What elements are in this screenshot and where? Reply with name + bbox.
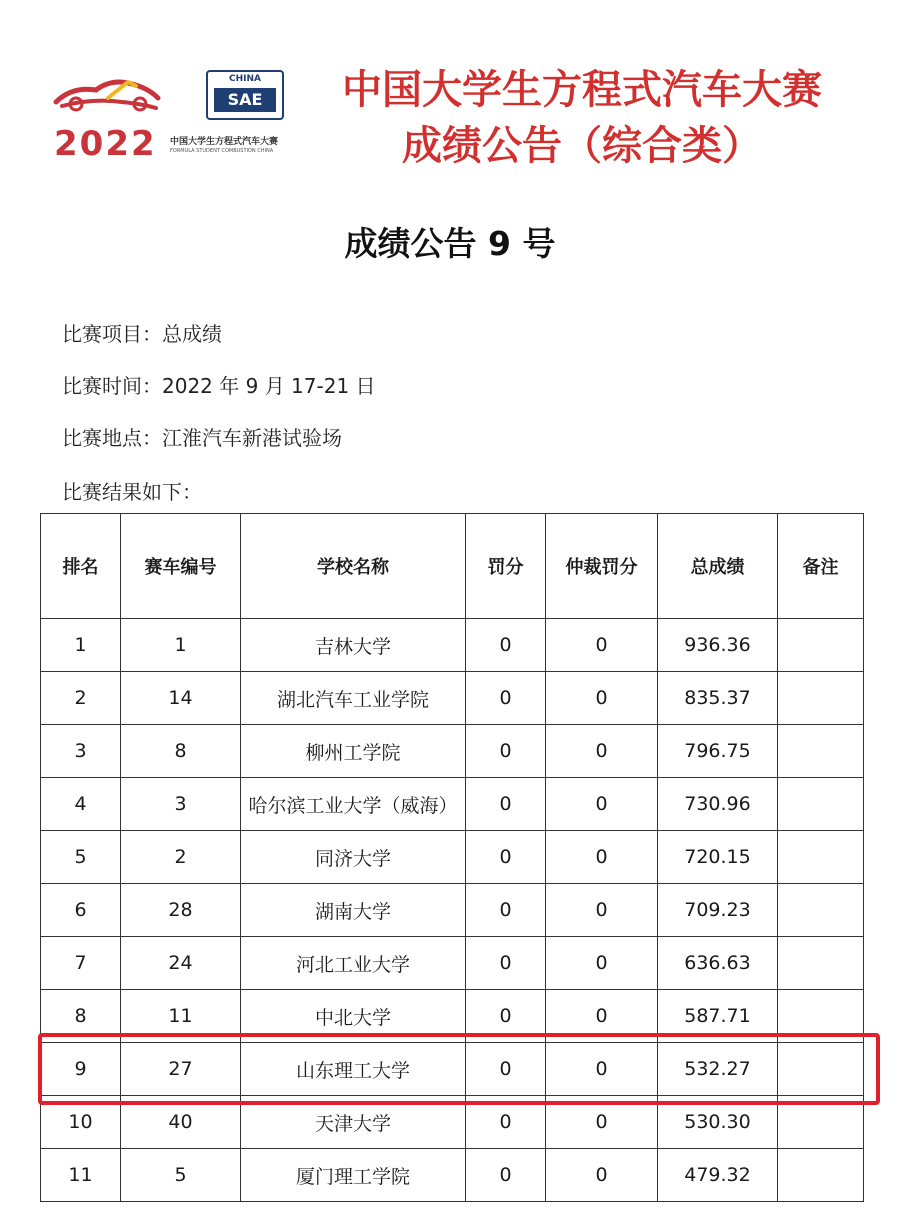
- event-info: 比赛项目：总成绩: [62, 322, 222, 346]
- cell-arbitration-penalty: 0: [546, 990, 658, 1043]
- cell-remarks: [778, 778, 864, 831]
- venue-info: 比赛地点：江淮汽车新港试验场: [62, 426, 342, 450]
- table-row: [41, 1096, 864, 1149]
- cell-car-number: 24: [121, 937, 241, 990]
- header-title-line2: 成绩公告（综合类）: [402, 123, 762, 169]
- cell-school-name: 中北大学: [241, 990, 466, 1043]
- cell-remarks: [778, 1043, 864, 1096]
- cell-total-score: 479.32: [658, 1149, 778, 1202]
- cell-remarks: [778, 1149, 864, 1202]
- table-row: [41, 1149, 864, 1202]
- cell-car-number: 2: [121, 831, 241, 884]
- table-row: [41, 778, 864, 831]
- cell-arbitration-penalty: 0: [546, 1149, 658, 1202]
- cell-remarks: [778, 884, 864, 937]
- cell-remarks: [778, 990, 864, 1043]
- cell-penalty: 0: [466, 990, 546, 1043]
- cell-car-number: 28: [121, 884, 241, 937]
- cell-car-number: 14: [121, 672, 241, 725]
- cell-arbitration-penalty: 0: [546, 672, 658, 725]
- cell-total-score: 936.36: [658, 619, 778, 672]
- cell-rank: 6: [41, 884, 121, 937]
- cell-penalty: 0: [466, 831, 546, 884]
- cell-penalty: 0: [466, 1043, 546, 1096]
- cell-school-name: 山东理工大学: [241, 1043, 466, 1096]
- cell-arbitration-penalty: 0: [546, 619, 658, 672]
- time-info: 比赛时间：2022 年 9 月 17-21 日: [62, 374, 376, 398]
- cell-total-score: 709.23: [658, 884, 778, 937]
- cell-rank: 2: [41, 672, 121, 725]
- cell-school-name: 湖北汽车工业学院: [241, 672, 466, 725]
- header-arbitration-penalty: 仲裁罚分: [546, 514, 658, 619]
- cell-school-name: 湖南大学: [241, 884, 466, 937]
- cell-arbitration-penalty: 0: [546, 884, 658, 937]
- sae-badge-country: CHINA: [229, 74, 261, 84]
- table-header-row: [41, 514, 864, 619]
- cell-rank: 1: [41, 619, 121, 672]
- cell-school-name: 吉林大学: [241, 619, 466, 672]
- cell-arbitration-penalty: 0: [546, 1043, 658, 1096]
- cell-school-name: 哈尔滨工业大学（威海）: [241, 778, 466, 831]
- table-row: [41, 619, 864, 672]
- table-row: [41, 990, 864, 1043]
- cell-car-number: 27: [121, 1043, 241, 1096]
- cell-rank: 8: [41, 990, 121, 1043]
- race-car-logo-icon: [52, 68, 162, 116]
- cell-car-number: 11: [121, 990, 241, 1043]
- cell-remarks: [778, 1096, 864, 1149]
- cell-car-number: 5: [121, 1149, 241, 1202]
- cell-remarks: [778, 672, 864, 725]
- header-school-name: 学校名称: [241, 514, 466, 619]
- cell-penalty: 0: [466, 884, 546, 937]
- logo-subtitle-en: FORMULA STUDENT COMBUSTION CHINA: [170, 148, 274, 154]
- cell-school-name: 同济大学: [241, 831, 466, 884]
- table-row: [41, 937, 864, 990]
- cell-rank: 10: [41, 1096, 121, 1149]
- cell-car-number: 1: [121, 619, 241, 672]
- cell-rank: 7: [41, 937, 121, 990]
- cell-car-number: 8: [121, 725, 241, 778]
- cell-penalty: 0: [466, 725, 546, 778]
- cell-rank: 5: [41, 831, 121, 884]
- cell-remarks: [778, 937, 864, 990]
- cell-school-name: 天津大学: [241, 1096, 466, 1149]
- cell-school-name: 河北工业大学: [241, 937, 466, 990]
- cell-penalty: 0: [466, 937, 546, 990]
- cell-car-number: 3: [121, 778, 241, 831]
- cell-arbitration-penalty: 0: [546, 831, 658, 884]
- cell-arbitration-penalty: 0: [546, 778, 658, 831]
- competition-logo: [52, 62, 312, 172]
- cell-total-score: 587.71: [658, 990, 778, 1043]
- cell-total-score: 530.30: [658, 1096, 778, 1149]
- china-sae-badge: [206, 70, 284, 120]
- table-row: [41, 884, 864, 937]
- header-title-line1: 中国大学生方程式汽车大赛: [342, 67, 822, 113]
- cell-total-score: 730.96: [658, 778, 778, 831]
- cell-penalty: 0: [466, 672, 546, 725]
- header-remarks: 备注: [778, 514, 864, 619]
- header-penalty: 罚分: [466, 514, 546, 619]
- cell-arbitration-penalty: 0: [546, 1096, 658, 1149]
- table-row: [41, 831, 864, 884]
- cell-remarks: [778, 619, 864, 672]
- cell-penalty: 0: [466, 619, 546, 672]
- header-title: [322, 62, 842, 174]
- table-row-highlighted: [41, 1043, 864, 1096]
- cell-total-score: 636.63: [658, 937, 778, 990]
- results-intro: 比赛结果如下：: [62, 480, 202, 504]
- cell-total-score: 796.75: [658, 725, 778, 778]
- table-row: [41, 725, 864, 778]
- cell-rank: 11: [41, 1149, 121, 1202]
- cell-car-number: 40: [121, 1096, 241, 1149]
- cell-rank: 9: [41, 1043, 121, 1096]
- cell-penalty: 0: [466, 1149, 546, 1202]
- cell-arbitration-penalty: 0: [546, 725, 658, 778]
- results-table: [40, 513, 864, 1202]
- cell-rank: 3: [41, 725, 121, 778]
- cell-total-score: 835.37: [658, 672, 778, 725]
- cell-total-score: 720.15: [658, 831, 778, 884]
- notice-title: 成绩公告 9 号: [344, 224, 556, 263]
- cell-remarks: [778, 725, 864, 778]
- cell-total-score: 532.27: [658, 1043, 778, 1096]
- cell-penalty: 0: [466, 778, 546, 831]
- cell-school-name: 厦门理工学院: [241, 1149, 466, 1202]
- header-total-score: 总成绩: [658, 514, 778, 619]
- logo-year: 2022: [54, 124, 157, 164]
- cell-school-name: 柳州工学院: [241, 725, 466, 778]
- cell-penalty: 0: [466, 1096, 546, 1149]
- sae-badge-label: SAE: [214, 88, 276, 112]
- header-rank: 排名: [41, 514, 121, 619]
- cell-remarks: [778, 831, 864, 884]
- table-row: [41, 672, 864, 725]
- cell-arbitration-penalty: 0: [546, 937, 658, 990]
- header-car-number: 赛车编号: [121, 514, 241, 619]
- cell-rank: 4: [41, 778, 121, 831]
- logo-subtitle-cn: 中国大学生方程式汽车大赛: [170, 137, 279, 147]
